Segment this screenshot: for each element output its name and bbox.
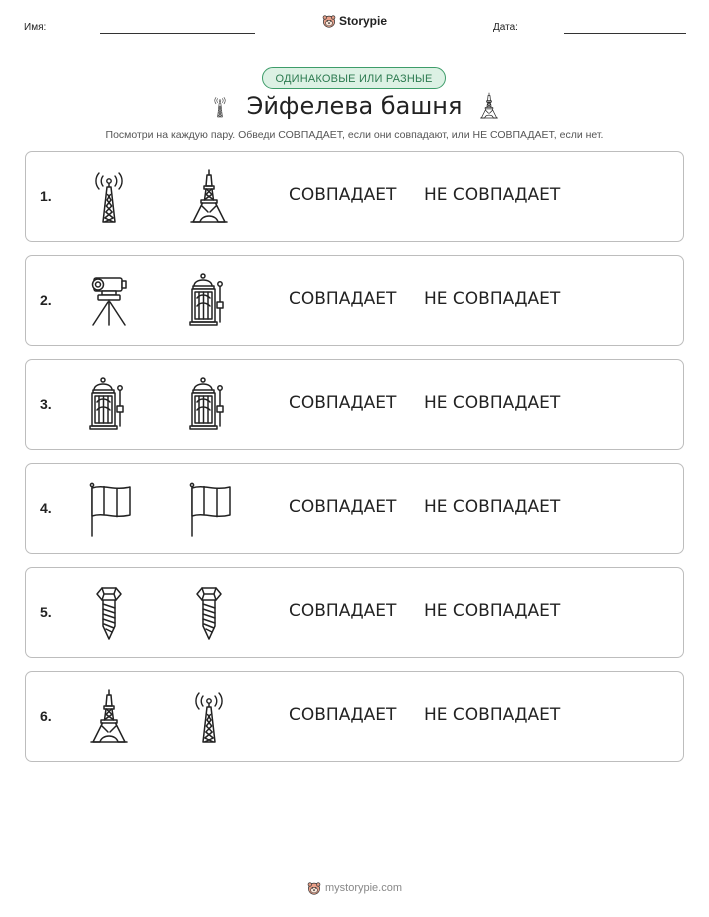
screw-icon [84, 584, 134, 642]
match-option[interactable]: СОВПАДАЕТ [289, 185, 397, 205]
name-line[interactable] [100, 33, 255, 34]
match-option[interactable]: СОВПАДАЕТ [289, 705, 397, 725]
date-line[interactable] [564, 33, 686, 34]
flag-icon [84, 480, 134, 538]
name-label: Имя: [24, 22, 47, 33]
pair-row [25, 567, 684, 658]
pair-number: 3. [40, 396, 52, 412]
date-label: Дата: [493, 22, 518, 33]
title-row [0, 90, 709, 126]
pair-row [25, 255, 684, 346]
brand-name: Storypie [339, 14, 388, 28]
footer-url: mystorypie.com [324, 882, 403, 894]
elevator-cage-icon [184, 376, 234, 434]
flag-icon [184, 480, 234, 538]
elevator-cage-icon [84, 376, 134, 434]
pair-row [25, 359, 684, 450]
no-match-option[interactable]: НЕ СОВПАДАЕТ [424, 601, 561, 621]
eiffel-tower-icon [184, 168, 234, 226]
pair-number: 6. [40, 708, 52, 724]
no-match-option[interactable]: НЕ СОВПАДАЕТ [424, 497, 561, 517]
match-option[interactable]: СОВПАДАЕТ [289, 601, 397, 621]
pair-number: 1. [40, 188, 52, 204]
pair-row [25, 671, 684, 762]
worksheet-type-badge: ОДИНАКОВЫЕ ИЛИ РАЗНЫЕ [262, 67, 446, 89]
match-option[interactable]: СОВПАДАЕТ [289, 289, 397, 309]
footer [0, 878, 709, 898]
theodolite-icon [84, 272, 134, 330]
radio-tower-icon [184, 688, 234, 746]
pair-number: 4. [40, 500, 52, 516]
worksheet-header [0, 14, 709, 44]
radio-tower-icon [84, 168, 134, 226]
mascot-icon [307, 881, 321, 895]
no-match-option[interactable]: НЕ СОВПАДАЕТ [424, 705, 561, 725]
pair-row [25, 463, 684, 554]
elevator-cage-icon [184, 272, 234, 330]
brand-logo [322, 14, 387, 28]
eiffel-tower-icon [84, 688, 134, 746]
screw-icon [184, 584, 234, 642]
instructions: Посмотри на каждую пару. Обведи СОВПАДАЕТ, если они совпадают, или НЕ СОВПАДАЕТ, если нет. [105, 129, 604, 141]
match-option[interactable]: СОВПАДАЕТ [289, 497, 397, 517]
pair-number: 2. [40, 292, 52, 308]
pair-number: 5. [40, 604, 52, 620]
eiffel-tower-icon [477, 90, 501, 122]
match-option[interactable]: СОВПАДАЕТ [289, 393, 397, 413]
no-match-option[interactable]: НЕ СОВПАДАЕТ [424, 185, 561, 205]
mascot-icon [322, 14, 336, 28]
no-match-option[interactable]: НЕ СОВПАДАЕТ [424, 393, 561, 413]
pair-row [25, 151, 684, 242]
no-match-option[interactable]: НЕ СОВПАДАЕТ [424, 289, 561, 309]
page-title: Эйфелева башня [246, 92, 463, 120]
